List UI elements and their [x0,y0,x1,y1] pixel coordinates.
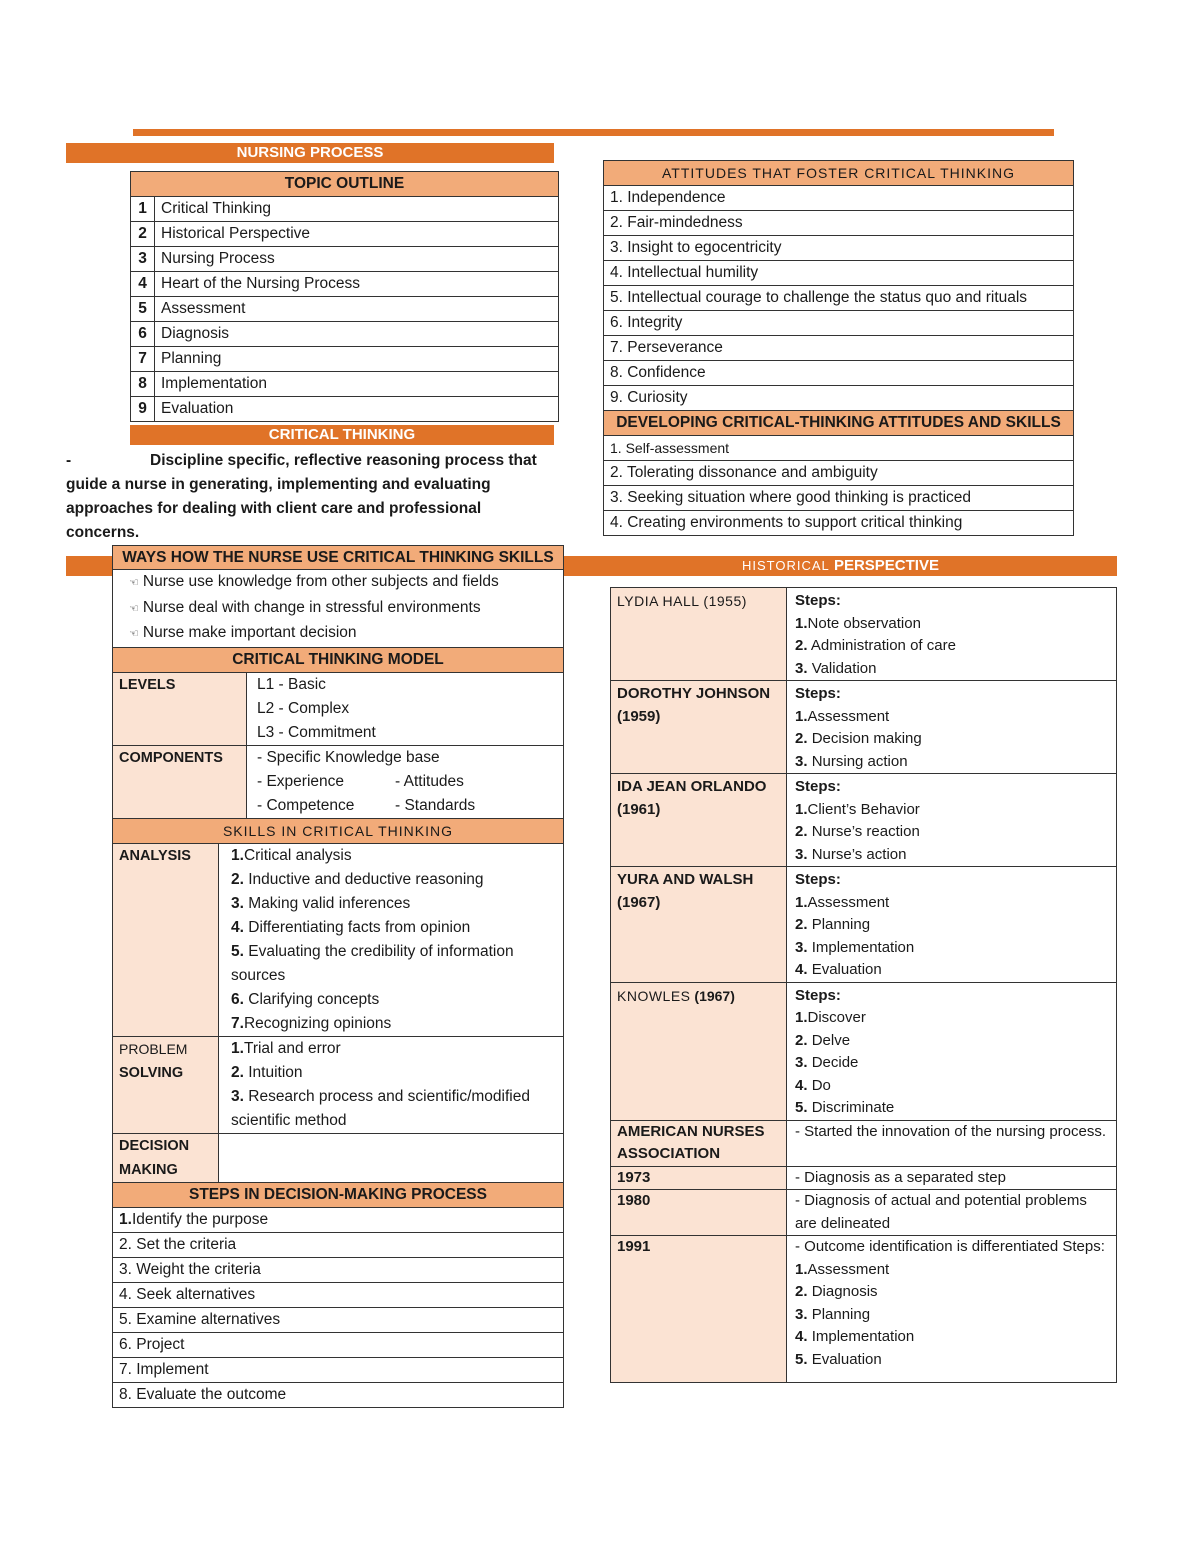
developing-header: DEVELOPING CRITICAL-THINKING ATTITUDES AND SKILLS [604,411,1074,436]
item-text: Intuition [248,1063,303,1081]
item-number: 4. [231,918,244,936]
row-label: Implementation [155,372,559,397]
list-item-text: Nurse deal with change in stressful environments [142,598,481,616]
decision-making-label [113,1133,219,1182]
step-number: 1. [795,1009,808,1026]
attitudes-table [603,160,1074,536]
table-row: 4. Creating environments to support critical thinking [604,511,1074,536]
list-item [231,844,557,868]
steps-decision-header: STEPS IN DECISION-MAKING PROCESS [113,1182,564,1207]
steps-label: Steps: [795,871,841,888]
label-line: PROBLEM [119,1040,188,1057]
year-line: (1959) [617,707,661,725]
row-number: 9 [131,397,155,422]
year-line: (1961) [617,800,661,818]
historical-perspective-title [564,556,1117,576]
row-number: 1 [131,197,155,222]
problem-solving-list [219,1036,564,1133]
event-text: - Diagnosis as a separated step [787,1166,1117,1190]
step-number: 1. [795,1260,808,1278]
item-number: 3. [231,894,244,912]
list-item [129,621,557,647]
table-row: 4. Seek alternatives [113,1282,564,1307]
item-text: Inductive and deductive reasoning [248,870,484,888]
theorist-name [611,982,787,1120]
item-text: Clarifying concepts [248,990,380,1008]
historical-perspective-table [610,587,1117,1383]
table-row [131,222,559,247]
year-line: (1967) [694,987,735,1004]
step-text: Nurse’s action [811,845,907,863]
item-text: Identify the purpose [131,1210,269,1228]
list-item: L3 - Commitment [257,723,376,741]
item-text: Critical analysis [243,846,352,864]
step-number: 3. [795,1305,808,1323]
step-text: Do [811,1076,831,1094]
row-number: 2 [131,222,155,247]
row-label: Nursing Process [155,247,559,272]
table-row [131,322,559,347]
step-number: 2. [795,637,808,654]
title-part: HISTORICAL [742,558,830,573]
step-text: Delve [811,1031,851,1049]
name-line: DOROTHY JOHNSON [617,685,771,702]
levels-list [247,672,564,745]
item-number: 6. [231,990,244,1008]
list-item-text: Nurse use knowledge from other subjects and fields [142,573,499,590]
theorist-name [611,681,787,774]
table-row: 7. Implement [113,1357,564,1382]
table-row: 2. Set the criteria [113,1232,564,1257]
item-text: Making valid inferences [248,894,411,912]
row-number: 4 [131,272,155,297]
steps-label: Steps: [795,778,841,795]
steps-label: Steps: [795,592,841,609]
steps-label: Steps: [795,685,841,702]
step-number: 2. [795,1283,808,1300]
critical-thinking-definition [66,449,556,545]
arrow-bullet-icon: ☜ [129,628,139,640]
row-number: 3 [131,247,155,272]
decision-making-cell [219,1133,564,1182]
list-item [129,570,557,596]
row-label: Assessment [155,297,559,322]
step-text: Decision making [811,730,922,747]
row-number: 7 [131,347,155,372]
analysis-label: ANALYSIS [113,843,219,1036]
step-text: Evaluation [811,1350,882,1368]
theorist-steps [787,681,1117,774]
step-text: Administration of care [810,637,956,654]
step-number: 1. [795,614,808,632]
row-number: 5 [131,297,155,322]
event-year: 1980 [611,1190,787,1236]
list-item [129,596,557,622]
step-number: 4. [795,961,808,978]
theorist-name [611,1120,787,1166]
theorist-steps [787,588,1117,681]
topic-outline-table [130,171,559,422]
analysis-list [219,843,564,1036]
event-text: - Diagnosis of actual and potential problems are delineated [787,1190,1117,1236]
table-row: 7. Perseverance [604,336,1074,361]
name-line: AMERICAN NURSES [617,1122,765,1140]
list-item: L2 - Complex [257,699,350,717]
attitudes-header: ATTITUDES THAT FOSTER CRITICAL THINKING [604,161,1074,186]
table-row: 6. Project [113,1332,564,1357]
item-text: Trial and error [243,1039,341,1057]
list-item: - Competence [257,796,355,814]
step-text: Client’s Behavior [807,800,920,818]
step-text: Assessment [807,893,890,911]
item-number: 1. [119,1210,132,1228]
item-number: 7. [231,1014,244,1032]
components-label: COMPONENTS [113,745,247,818]
theorist-name [611,774,787,867]
list-item [231,1085,557,1133]
step-text: Implementation [811,938,915,956]
step-number: 2. [795,823,808,840]
table-row: 5. Intellectual courage to challenge the status quo and rituals [604,286,1074,311]
list-item [231,892,557,916]
item-text: Research process and scientific/modified scientific method [231,1087,530,1129]
step-number: 1. [795,800,808,818]
arrow-bullet-icon: ☜ [129,577,139,589]
table-row: 9. Curiosity [604,386,1074,411]
step-text: Note observation [807,614,921,632]
components-list [247,745,564,818]
definition-text: Discipline specific, reflective reasoning process that guide a nurse in generating, implementing and evaluating approaches for dealing with client care and professional concerns. [66,452,537,541]
theorist-name [611,867,787,983]
step-text: Nursing action [811,752,908,770]
step-number: 1. [795,707,808,725]
topic-outline-header: TOPIC OUTLINE [131,172,559,197]
row-label: Critical Thinking [155,197,559,222]
table-row: 2. Fair-mindedness [604,211,1074,236]
row-label: Diagnosis [155,322,559,347]
list-item [231,916,557,940]
step-number: 2. [795,730,808,747]
label-line: SOLVING [119,1064,184,1081]
table-row: 3. Seeking situation where good thinking is practiced [604,486,1074,511]
item-number: 2. [231,1063,244,1081]
step-text: Nurse’s reaction [811,823,920,840]
table-row: 1. Independence [604,186,1074,211]
step-number: 3. [795,659,808,677]
theorist-steps [787,982,1117,1120]
list-item: L1 - Basic [257,675,326,693]
step-number: 3. [795,1054,808,1071]
table-row: 3. Weight the criteria [113,1257,564,1282]
row-label: Evaluation [155,397,559,422]
row-label: Heart of the Nursing Process [155,272,559,297]
list-item: - Standards [395,796,476,814]
row-label: Historical Perspective [155,222,559,247]
table-row: 6. Integrity [604,311,1074,336]
row-label: Planning [155,347,559,372]
label-line: MAKING [119,1161,178,1178]
list-item [231,1012,557,1036]
table-row [131,372,559,397]
levels-label: LEVELS [113,672,247,745]
nursing-process-title: NURSING PROCESS [66,143,554,163]
step-number: 1. [795,893,808,911]
theorist-steps [787,774,1117,867]
table-row: 5. Examine alternatives [113,1307,564,1332]
name-line: IDA JEAN ORLANDO [617,778,767,795]
step-number: 4. [795,1076,808,1094]
table-row [131,397,559,422]
row-number: 8 [131,372,155,397]
step-number: 2. [795,1031,808,1049]
row-number: 6 [131,322,155,347]
name-line: YURA AND WALSH [617,871,754,888]
step-number: 5. [795,1099,808,1116]
step-text: Assessment [807,1260,890,1278]
step-text: Decide [811,1054,859,1071]
table-row [131,247,559,272]
steps-label: Steps: [795,986,841,1004]
year-line: (1967) [617,893,661,911]
step-text: Discover [807,1009,866,1026]
item-number: 1. [231,1039,244,1057]
step-text: Planning [811,916,871,933]
ways-list [113,570,564,648]
table-row [113,1207,564,1232]
theorist-name: LYDIA HALL (1955) [611,588,787,681]
table-row: 4. Intellectual humility [604,261,1074,286]
event-year: 1991 [611,1236,787,1383]
item-number: 3. [231,1087,244,1105]
step-number: 2. [795,916,808,933]
label-line: DECISION [119,1137,190,1154]
list-item [231,988,557,1012]
table-row: 1. Self-assessment [604,436,1074,461]
event-text: - Started the innovation of the nursing process. [787,1120,1117,1166]
step-text: Diagnosis [811,1283,878,1300]
name-line: KNOWLES [617,987,691,1004]
table-row: 2. Tolerating dissonance and ambiguity [604,461,1074,486]
step-text: Assessment [807,707,890,725]
problem-solving-label [113,1036,219,1133]
list-item [231,940,557,988]
arrow-bullet-icon: ☜ [129,602,139,615]
model-header: CRITICAL THINKING MODEL [113,647,564,672]
item-text: Differentiating facts from opinion [248,918,471,936]
name-line: ASSOCIATION [617,1145,721,1162]
item-text: Recognizing opinions [243,1014,392,1032]
step-text: Discriminate [811,1099,895,1116]
step-number: 4. [795,1328,808,1345]
step-text: Planning [811,1305,871,1323]
list-item-text: Nurse make important decision [142,624,357,641]
event-year: 1973 [611,1166,787,1190]
step-text: Implementation [811,1328,915,1345]
title-part: PERSPECTIVE [833,557,939,574]
step-text: Validation [811,659,877,677]
list-item: - Attitudes [395,772,464,790]
theorist-steps [787,867,1117,983]
list-item: - Specific Knowledge base [257,748,440,766]
step-text: Evaluation [811,961,882,978]
step-number: 5. [795,1350,808,1368]
list-item [231,1061,557,1085]
table-row [131,272,559,297]
skills-header: SKILLS IN CRITICAL THINKING [113,818,564,843]
item-text: Evaluating the credibility of information sources [231,942,514,984]
step-number: 3. [795,752,808,770]
table-row [131,347,559,372]
critical-thinking-title: CRITICAL THINKING [130,425,554,445]
item-number: 1. [231,846,244,864]
table-row: 3. Insight to egocentricity [604,236,1074,261]
list-item [231,868,557,892]
definition-dash: - [66,452,72,469]
step-number: 3. [795,845,808,863]
header-rule [133,129,1054,136]
section-stripe [66,556,113,576]
ways-header: WAYS HOW THE NURSE USE CRITICAL THINKING SKILLS [113,546,564,570]
table-row [131,297,559,322]
list-item [231,1037,557,1061]
event-steps [787,1236,1117,1383]
table-row: 8. Evaluate the outcome [113,1382,564,1407]
step-number: 3. [795,938,808,956]
critical-thinking-skills-table [112,545,564,1408]
item-number: 2. [231,870,244,888]
list-item: - Experience [257,772,345,790]
table-row [131,197,559,222]
table-row: 8. Confidence [604,361,1074,386]
item-number: 5. [231,942,244,960]
event-text: - Outcome identification is differentiated Steps: [795,1238,1105,1255]
